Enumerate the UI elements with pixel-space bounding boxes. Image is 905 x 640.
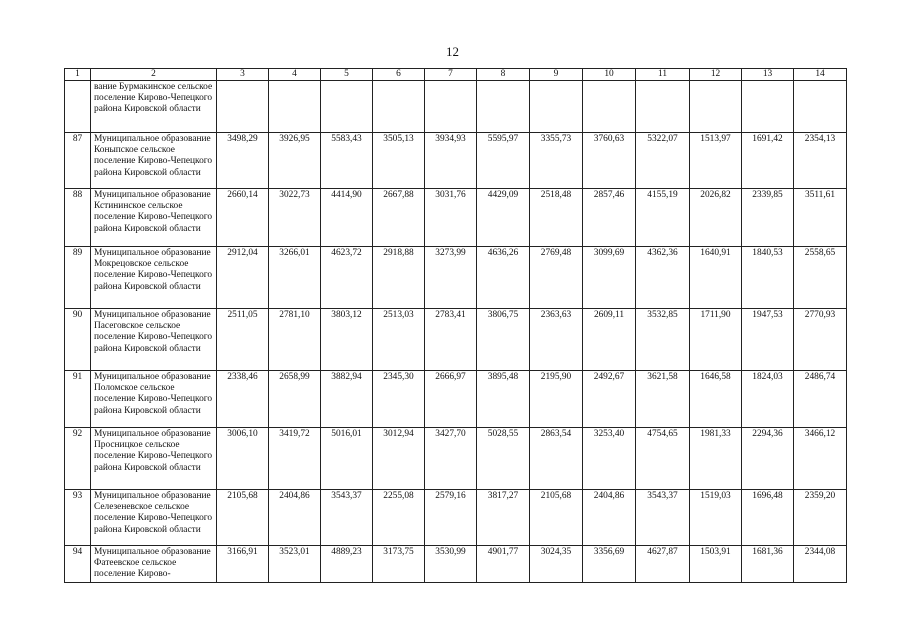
municipality-name: Муниципальное образование Мокрецовское сельское поселение Кирово-Чепецкого района Кировской области	[91, 247, 217, 309]
value-cell: 2195,90	[530, 371, 583, 428]
row-number: 93	[65, 490, 91, 546]
value-cell: 1696,48	[742, 490, 794, 546]
table-row	[65, 371, 847, 428]
value-cell: 2344,08	[794, 546, 847, 583]
value-cell: 1824,03	[742, 371, 794, 428]
municipality-name: Муниципальное образование Фатеевское сельское поселение Кирово-	[91, 546, 217, 583]
value-cell: 1691,42	[742, 133, 794, 189]
municipality-name: Муниципальное образование Просницкое сельское поселение Кирово-Чепецкого района Кировской области	[91, 428, 217, 490]
value-cell: 2105,68	[217, 490, 269, 546]
value-cell: 4889,23	[321, 546, 373, 583]
value-cell: 3530,99	[425, 546, 477, 583]
value-cell: 3543,37	[636, 490, 690, 546]
row-number: 94	[65, 546, 91, 583]
column-header: 9	[530, 69, 583, 81]
value-cell: 3166,91	[217, 546, 269, 583]
value-cell: 2363,63	[530, 309, 583, 371]
value-cell: 1947,53	[742, 309, 794, 371]
value-cell: 3419,72	[269, 428, 321, 490]
column-header: 10	[583, 69, 636, 81]
value-cell: 4429,09	[477, 189, 530, 247]
value-cell: 3466,12	[794, 428, 847, 490]
value-cell: 2770,93	[794, 309, 847, 371]
value-cell	[373, 81, 425, 133]
value-cell: 1646,58	[690, 371, 742, 428]
value-cell: 4362,36	[636, 247, 690, 309]
value-cell: 3760,63	[583, 133, 636, 189]
table-row	[65, 309, 847, 371]
value-cell: 3523,01	[269, 546, 321, 583]
value-cell: 3621,58	[636, 371, 690, 428]
value-cell: 2769,48	[530, 247, 583, 309]
value-cell	[477, 81, 530, 133]
value-cell: 1513,97	[690, 133, 742, 189]
value-cell: 4901,77	[477, 546, 530, 583]
value-cell: 4754,65	[636, 428, 690, 490]
value-cell: 3926,95	[269, 133, 321, 189]
value-cell: 3266,01	[269, 247, 321, 309]
value-cell	[690, 81, 742, 133]
value-cell	[636, 81, 690, 133]
value-cell: 3022,73	[269, 189, 321, 247]
value-cell: 2912,04	[217, 247, 269, 309]
column-header: 13	[742, 69, 794, 81]
value-cell: 5595,97	[477, 133, 530, 189]
value-cell: 1840,53	[742, 247, 794, 309]
value-cell: 1519,03	[690, 490, 742, 546]
municipality-name: Муниципальное образование Кстининское сельское поселение Кирово-Чепецкого района Кировской области	[91, 189, 217, 247]
value-cell: 3012,94	[373, 428, 425, 490]
value-cell: 1981,33	[690, 428, 742, 490]
value-cell: 2666,97	[425, 371, 477, 428]
row-number: 89	[65, 247, 91, 309]
header-row	[65, 69, 847, 81]
value-cell: 3427,70	[425, 428, 477, 490]
value-cell: 3173,75	[373, 546, 425, 583]
value-cell: 2783,41	[425, 309, 477, 371]
value-cell: 3099,69	[583, 247, 636, 309]
value-cell: 2339,85	[742, 189, 794, 247]
value-cell: 3895,48	[477, 371, 530, 428]
data-table	[64, 68, 847, 583]
value-cell: 2359,20	[794, 490, 847, 546]
value-cell: 5583,43	[321, 133, 373, 189]
row-number: 88	[65, 189, 91, 247]
value-cell: 1711,90	[690, 309, 742, 371]
table-row	[65, 247, 847, 309]
value-cell	[794, 81, 847, 133]
value-cell: 3273,99	[425, 247, 477, 309]
column-header: 7	[425, 69, 477, 81]
value-cell: 2609,11	[583, 309, 636, 371]
value-cell	[217, 81, 269, 133]
column-header: 3	[217, 69, 269, 81]
municipality-name: Муниципальное образование Селезеневское сельское поселение Кирово-Чепецкого района Кировской области	[91, 490, 217, 546]
row-number: 91	[65, 371, 91, 428]
value-cell: 2918,88	[373, 247, 425, 309]
value-cell: 2781,10	[269, 309, 321, 371]
value-cell: 3505,13	[373, 133, 425, 189]
value-cell: 3006,10	[217, 428, 269, 490]
municipality-name: вание Бурмакинское сельское поселение Кирово-Чепецкого района Кировской области	[91, 81, 217, 133]
value-cell: 2404,86	[269, 490, 321, 546]
value-cell: 3934,93	[425, 133, 477, 189]
column-header: 4	[269, 69, 321, 81]
value-cell: 3511,61	[794, 189, 847, 247]
value-cell: 2105,68	[530, 490, 583, 546]
value-cell: 2026,82	[690, 189, 742, 247]
value-cell: 3024,35	[530, 546, 583, 583]
value-cell: 2660,14	[217, 189, 269, 247]
value-cell: 3817,27	[477, 490, 530, 546]
value-cell: 2579,16	[425, 490, 477, 546]
value-cell: 2294,36	[742, 428, 794, 490]
column-header: 12	[690, 69, 742, 81]
value-cell	[321, 81, 373, 133]
value-cell: 4414,90	[321, 189, 373, 247]
value-cell: 3532,85	[636, 309, 690, 371]
value-cell: 1681,36	[742, 546, 794, 583]
value-cell: 2518,48	[530, 189, 583, 247]
value-cell: 4627,87	[636, 546, 690, 583]
value-cell: 2667,88	[373, 189, 425, 247]
column-header: 1	[65, 69, 91, 81]
value-cell: 2857,46	[583, 189, 636, 247]
value-cell: 4623,72	[321, 247, 373, 309]
value-cell: 5322,07	[636, 133, 690, 189]
value-cell: 2354,13	[794, 133, 847, 189]
value-cell: 2558,65	[794, 247, 847, 309]
table-row	[65, 81, 847, 133]
value-cell: 3356,69	[583, 546, 636, 583]
value-cell: 2492,67	[583, 371, 636, 428]
value-cell: 2338,46	[217, 371, 269, 428]
value-cell: 5028,55	[477, 428, 530, 490]
value-cell	[425, 81, 477, 133]
table-row	[65, 490, 847, 546]
value-cell: 5016,01	[321, 428, 373, 490]
value-cell: 3355,73	[530, 133, 583, 189]
value-cell	[742, 81, 794, 133]
row-number: 92	[65, 428, 91, 490]
table-row	[65, 546, 847, 583]
table-row	[65, 189, 847, 247]
value-cell: 1503,91	[690, 546, 742, 583]
column-header: 6	[373, 69, 425, 81]
row-number: 90	[65, 309, 91, 371]
value-cell: 2404,86	[583, 490, 636, 546]
value-cell: 3806,75	[477, 309, 530, 371]
table-header	[65, 69, 847, 81]
value-cell: 3882,94	[321, 371, 373, 428]
column-header: 8	[477, 69, 530, 81]
column-header: 2	[91, 69, 217, 81]
value-cell: 3253,40	[583, 428, 636, 490]
table-body	[65, 81, 847, 583]
value-cell: 2513,03	[373, 309, 425, 371]
value-cell: 3031,76	[425, 189, 477, 247]
value-cell: 2658,99	[269, 371, 321, 428]
table-row	[65, 428, 847, 490]
value-cell	[530, 81, 583, 133]
value-cell: 4155,19	[636, 189, 690, 247]
value-cell: 3498,29	[217, 133, 269, 189]
value-cell: 4636,26	[477, 247, 530, 309]
column-header: 11	[636, 69, 690, 81]
municipality-name: Муниципальное образование Коныпское сельское поселение Кирово-Чепецкого района Кировской области	[91, 133, 217, 189]
value-cell: 2511,05	[217, 309, 269, 371]
column-header: 5	[321, 69, 373, 81]
table-row	[65, 133, 847, 189]
page-number: 12	[446, 44, 459, 59]
value-cell	[583, 81, 636, 133]
value-cell: 3803,12	[321, 309, 373, 371]
value-cell: 2255,08	[373, 490, 425, 546]
value-cell: 3543,37	[321, 490, 373, 546]
row-number: 87	[65, 133, 91, 189]
municipality-name: Муниципальное образование Поломское сельское поселение Кирово-Чепецкого района Кировской области	[91, 371, 217, 428]
value-cell	[269, 81, 321, 133]
value-cell: 2486,74	[794, 371, 847, 428]
value-cell: 1640,91	[690, 247, 742, 309]
column-header: 14	[794, 69, 847, 81]
value-cell: 2345,30	[373, 371, 425, 428]
municipality-name: Муниципальное образование Пасеговское сельское поселение Кирово-Чепецкого района Кировской области	[91, 309, 217, 371]
row-number	[65, 81, 91, 133]
value-cell: 2863,54	[530, 428, 583, 490]
